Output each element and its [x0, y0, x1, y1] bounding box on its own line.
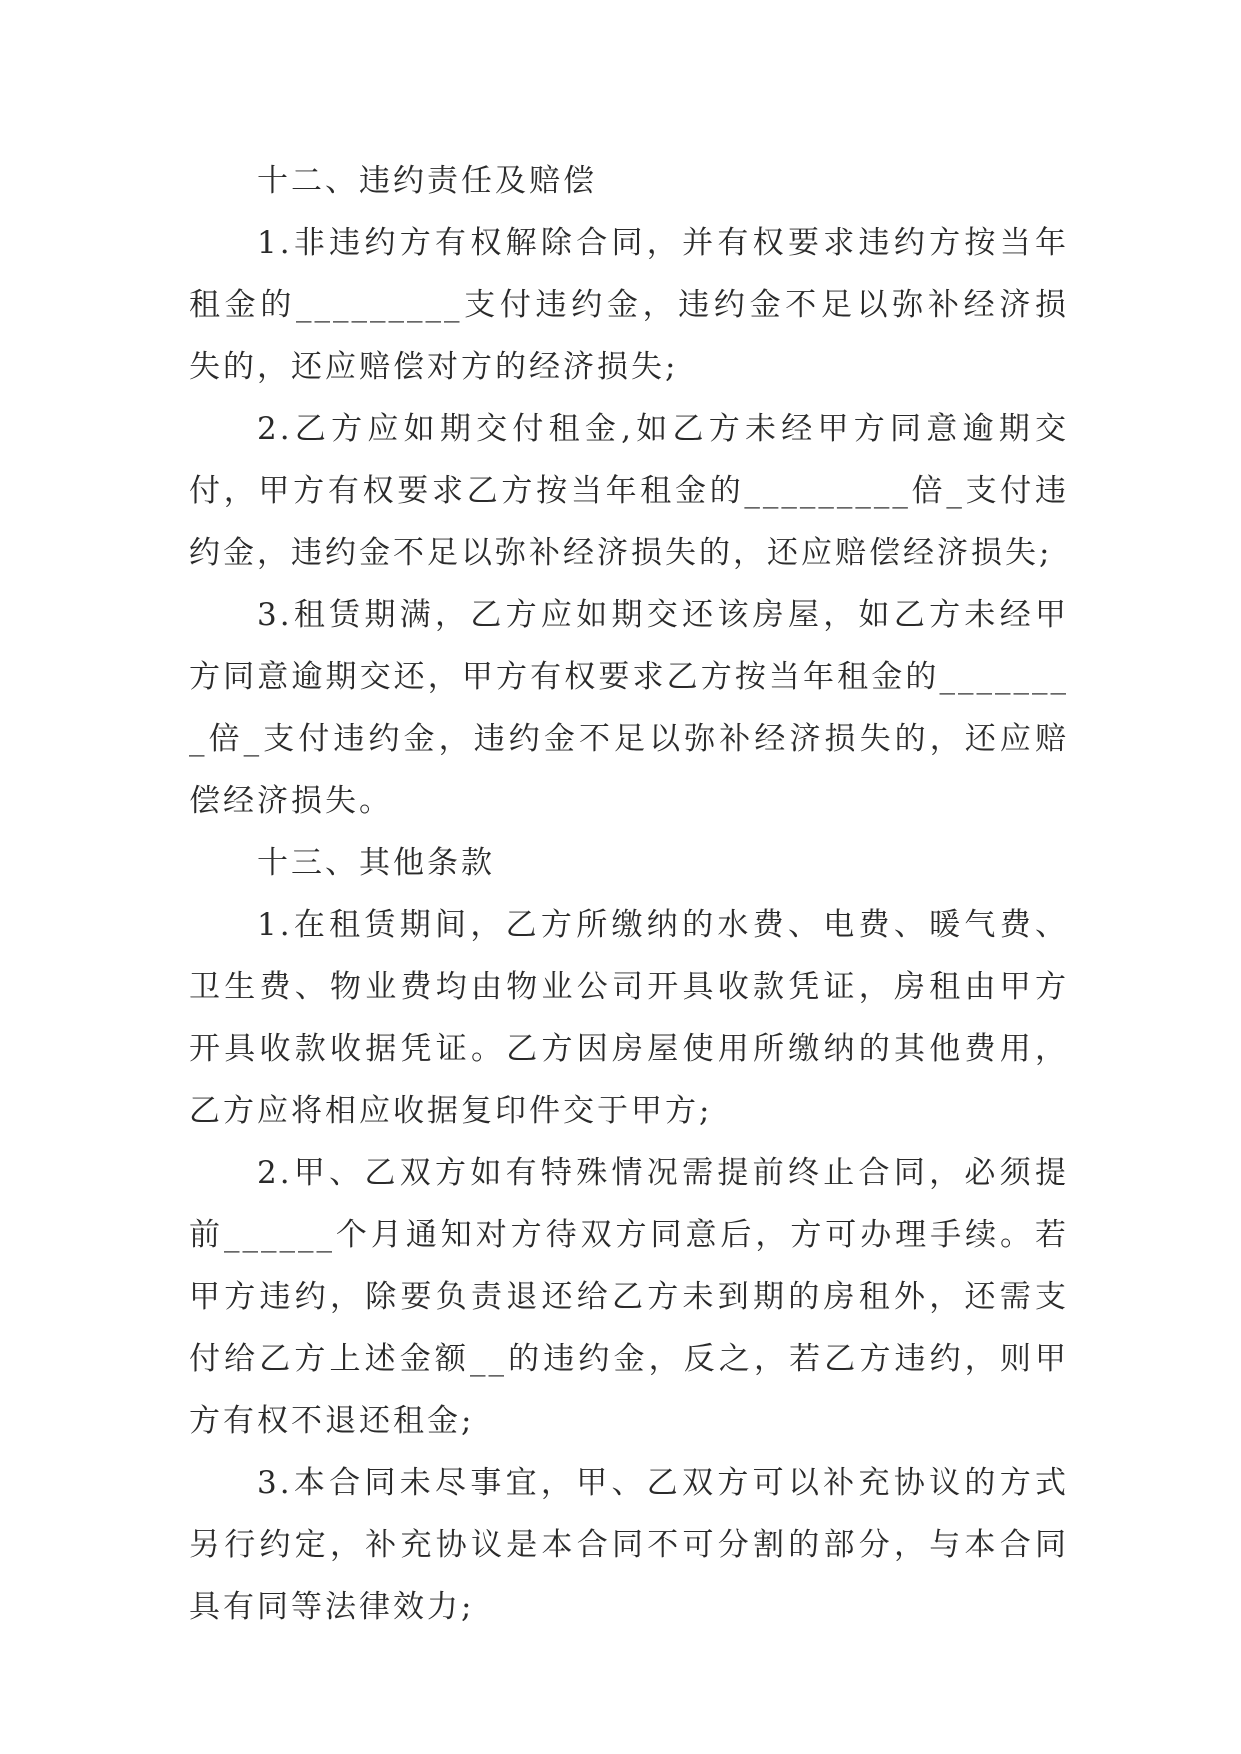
clause-12-3: 3.租赁期满，乙方应如期交还该房屋，如乙方未经甲方同意逾期交还，甲方有权要求乙方按当年租金的________倍_支付违约金，违约金不足以弥补经济损失的，还应赔偿经济损失。: [189, 597, 1069, 819]
clause-12-1: 1.非违约方有权解除合同，并有权要求违约方按当年租金的_________支付违约金，违约金不足以弥补经济损失的，还应赔偿对方的经济损失;: [189, 225, 1069, 385]
section-heading-13: 十三、其他条款: [257, 845, 495, 881]
clause-13-3: 3.本合同未尽事宜，甲、乙双方可以补充协议的方式另行约定，补充协议是本合同不可分割的部分，与本合同具有同等法律效力;: [189, 1465, 1069, 1625]
clause-13-2: 2.甲、乙双方如有特殊情况需提前终止合同，必须提前______个月通知对方待双方同意后，方可办理手续。若甲方违约，除要负责退还给乙方未到期的房租外，还需支付给乙方上述金额__的违约金，反之，若乙方违约，则甲方有权不退还租金;: [189, 1155, 1069, 1439]
clause-12-2: 2.乙方应如期交付租金,如乙方未经甲方同意逾期交付，甲方有权要求乙方按当年租金的_________倍_支付违约金，违约金不足以弥补经济损失的，还应赔偿经济损失;: [189, 411, 1069, 571]
document-page: [189, 150, 1069, 1638]
clause-13-1: 1.在租赁期间，乙方所缴纳的水费、电费、暖气费、卫生费、物业费均由物业公司开具收款凭证，房租由甲方开具收款收据凭证。乙方因房屋使用所缴纳的其他费用，乙方应将相应收据复印件交于甲方;: [189, 907, 1069, 1129]
section-heading-12: 十二、违约责任及赔偿: [257, 163, 597, 199]
